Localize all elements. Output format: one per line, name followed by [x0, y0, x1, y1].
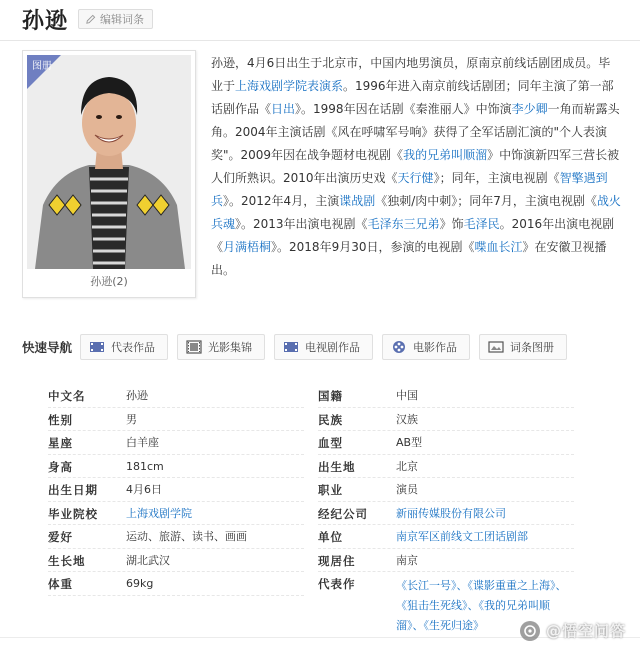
- summary-link[interactable]: 战火兵魂: [211, 194, 621, 231]
- info-value: 北京: [396, 459, 418, 473]
- summary-link[interactable]: 日出: [271, 102, 296, 116]
- edit-entry-button[interactable]: [78, 9, 153, 29]
- info-row-residence: [318, 549, 574, 573]
- info-value: AB型: [396, 436, 423, 449]
- summary-link[interactable]: 喋血长江: [474, 240, 523, 254]
- summary-text: 》中饰演新四军三营长被人们所熟识。2010年出演历史戏《: [211, 148, 620, 185]
- info-key: 中文名: [48, 389, 86, 403]
- summary-text: 》在安徽卫视播出。: [211, 240, 607, 277]
- info-value: 4月6日: [126, 483, 162, 496]
- info-row-ethnicity: [318, 408, 574, 432]
- summary-link[interactable]: 李少卿: [511, 102, 548, 116]
- album-caption[interactable]: 孙逊(2): [90, 275, 128, 288]
- edit-entry-label: 编辑词条: [100, 13, 145, 26]
- summary-link[interactable]: 谍战剧: [339, 194, 376, 208]
- info-value: 69kg: [126, 577, 154, 590]
- info-value-link[interactable]: 上海戏剧学院: [126, 506, 192, 520]
- summary-text: 《独刺/肉中刺》；同年7月，主演电视剧《: [375, 194, 597, 208]
- quick-nav-label: 快速导航: [22, 340, 73, 355]
- summary-link[interactable]: 我的兄弟叫顺溜: [403, 148, 488, 162]
- info-row-agency: [318, 502, 574, 526]
- info-key: 血型: [318, 436, 343, 450]
- info-key: 出生日期: [48, 483, 98, 497]
- info-key: 职业: [318, 483, 343, 497]
- info-row-birth-date: [48, 478, 304, 502]
- wukong-logo-icon: [520, 621, 540, 641]
- works-line-1[interactable]: 《长江一号》、《谍影重重之上海》、: [396, 579, 567, 592]
- tv-icon: [283, 340, 299, 354]
- works-line-3[interactable]: 溜》、《生死归途》: [396, 619, 484, 632]
- info-value-link[interactable]: 南京军区前线文工团话剧部: [396, 530, 528, 543]
- quick-nav-entry-album[interactable]: [479, 334, 567, 360]
- info-row-school: [48, 502, 304, 526]
- summary-text: 一角而崭露头角。2004年主演话剧《风在呼啸军号响》获得了全军话剧汇演的"个人表演奖"。2009年因在战争题材电视剧《: [211, 102, 620, 162]
- info-row-blood-type: [318, 431, 574, 455]
- summary-link[interactable]: 毛泽东三兄弟: [367, 217, 440, 231]
- summary-text: 孙逊，4月6日出生于北京市，中国内地男演员，原南京前线话剧团成员。毕业于: [211, 56, 611, 93]
- quick-nav-tv-works[interactable]: [274, 334, 373, 360]
- info-key: 生长地: [48, 553, 86, 568]
- quick-nav-button-label: 代表作品: [111, 341, 156, 354]
- info-value: 白羊座: [126, 436, 159, 449]
- info-key: 性别: [48, 412, 73, 427]
- info-row-height: [48, 455, 304, 479]
- summary-text: 》。1998年因在话剧《秦淮丽人》中饰演: [295, 102, 512, 116]
- info-key: 出生地: [318, 459, 356, 474]
- info-value: 181cm: [126, 459, 164, 473]
- album-badge: 图册: [32, 61, 52, 72]
- info-key: 经纪公司: [318, 506, 368, 521]
- info-key: 代表作: [318, 577, 356, 591]
- info-value: 演员: [396, 483, 418, 496]
- quick-nav-representative-works[interactable]: [80, 334, 168, 360]
- summary-link[interactable]: 天行健: [397, 171, 434, 185]
- info-row-birthplace: [318, 455, 574, 479]
- quick-nav-button-label: 光影集锦: [208, 341, 253, 354]
- info-key: 单位: [318, 530, 343, 544]
- page-title: 孙逊: [22, 8, 69, 34]
- quick-nav-film-works[interactable]: [382, 334, 470, 360]
- info-key: 体重: [48, 577, 73, 591]
- info-row-zodiac: [48, 431, 304, 455]
- quick-nav-button-label: 电影作品: [413, 341, 458, 354]
- summary-link[interactable]: 智擎遇到兵: [211, 171, 608, 208]
- info-key: 现居住: [318, 553, 356, 568]
- film-reel-icon: [391, 340, 407, 354]
- quick-nav-button-label: 词条图册: [510, 341, 555, 354]
- quick-nav-button-label: 电视剧作品: [305, 341, 361, 354]
- info-row-weight: [48, 572, 304, 596]
- summary-paragraph: [211, 52, 621, 282]
- filmstrip-icon: [186, 340, 202, 354]
- info-key: 毕业院校: [48, 506, 98, 521]
- info-value: 汉族: [396, 412, 418, 426]
- works-line-2[interactable]: 《狙击生死线》、《我的兄弟叫顺: [396, 599, 550, 612]
- summary-link[interactable]: 上海戏剧学院表演系: [235, 79, 344, 93]
- summary-link[interactable]: 月满梧桐: [223, 240, 272, 254]
- album-icon: [488, 340, 504, 354]
- summary-text: 》；同年，主演电视剧《: [433, 171, 560, 185]
- basic-info-right-column: [318, 384, 574, 640]
- info-key: 星座: [48, 436, 73, 450]
- info-row-nationality: [318, 384, 574, 408]
- quick-nav: [22, 334, 576, 360]
- watermark: [520, 620, 626, 641]
- pencil-icon: [85, 14, 96, 25]
- info-value: 中国: [396, 389, 418, 402]
- info-row-chinese-name: [48, 384, 304, 408]
- film-icon: [89, 340, 105, 354]
- title-divider: [0, 40, 640, 41]
- basic-info-left-column: [48, 384, 304, 596]
- info-key: 爱好: [48, 530, 73, 544]
- summary-text: 》饰: [439, 217, 464, 231]
- info-value: 男: [126, 412, 137, 426]
- summary-link[interactable]: 毛泽民: [463, 217, 500, 231]
- info-key: 国籍: [318, 389, 343, 403]
- watermark-text: @悟空问答: [545, 622, 626, 640]
- info-value: 南京: [396, 553, 418, 567]
- info-value: 运动、旅游、读书、画画: [126, 530, 247, 543]
- quick-nav-gallery[interactable]: [177, 334, 265, 360]
- info-value: 湖北武汉: [126, 553, 170, 567]
- info-key: 身高: [48, 459, 73, 474]
- info-value-link[interactable]: 新丽传媒股份有限公司: [396, 506, 506, 520]
- title-row: [22, 4, 153, 34]
- summary-text: 》。2018年9月30日，参演的电视剧《: [271, 240, 475, 254]
- info-key: 民族: [318, 412, 343, 427]
- summary-text: 。2016年出演电视剧《: [211, 217, 615, 254]
- summary-text: 》。2012年4月，主演: [223, 194, 340, 208]
- info-row-employer: [318, 525, 574, 549]
- info-row-occupation: [318, 478, 574, 502]
- album-card[interactable]: [22, 50, 196, 298]
- summary-text: 》。2013年出演电视剧《: [235, 217, 368, 231]
- info-value: 孙逊: [126, 389, 148, 402]
- info-row-gender: [48, 408, 304, 432]
- info-row-hobbies: [48, 525, 304, 549]
- info-row-hometown: [48, 549, 304, 573]
- summary-text: 。1996年进入南京前线话剧团；同年主演了第一部话剧作品《: [211, 79, 614, 116]
